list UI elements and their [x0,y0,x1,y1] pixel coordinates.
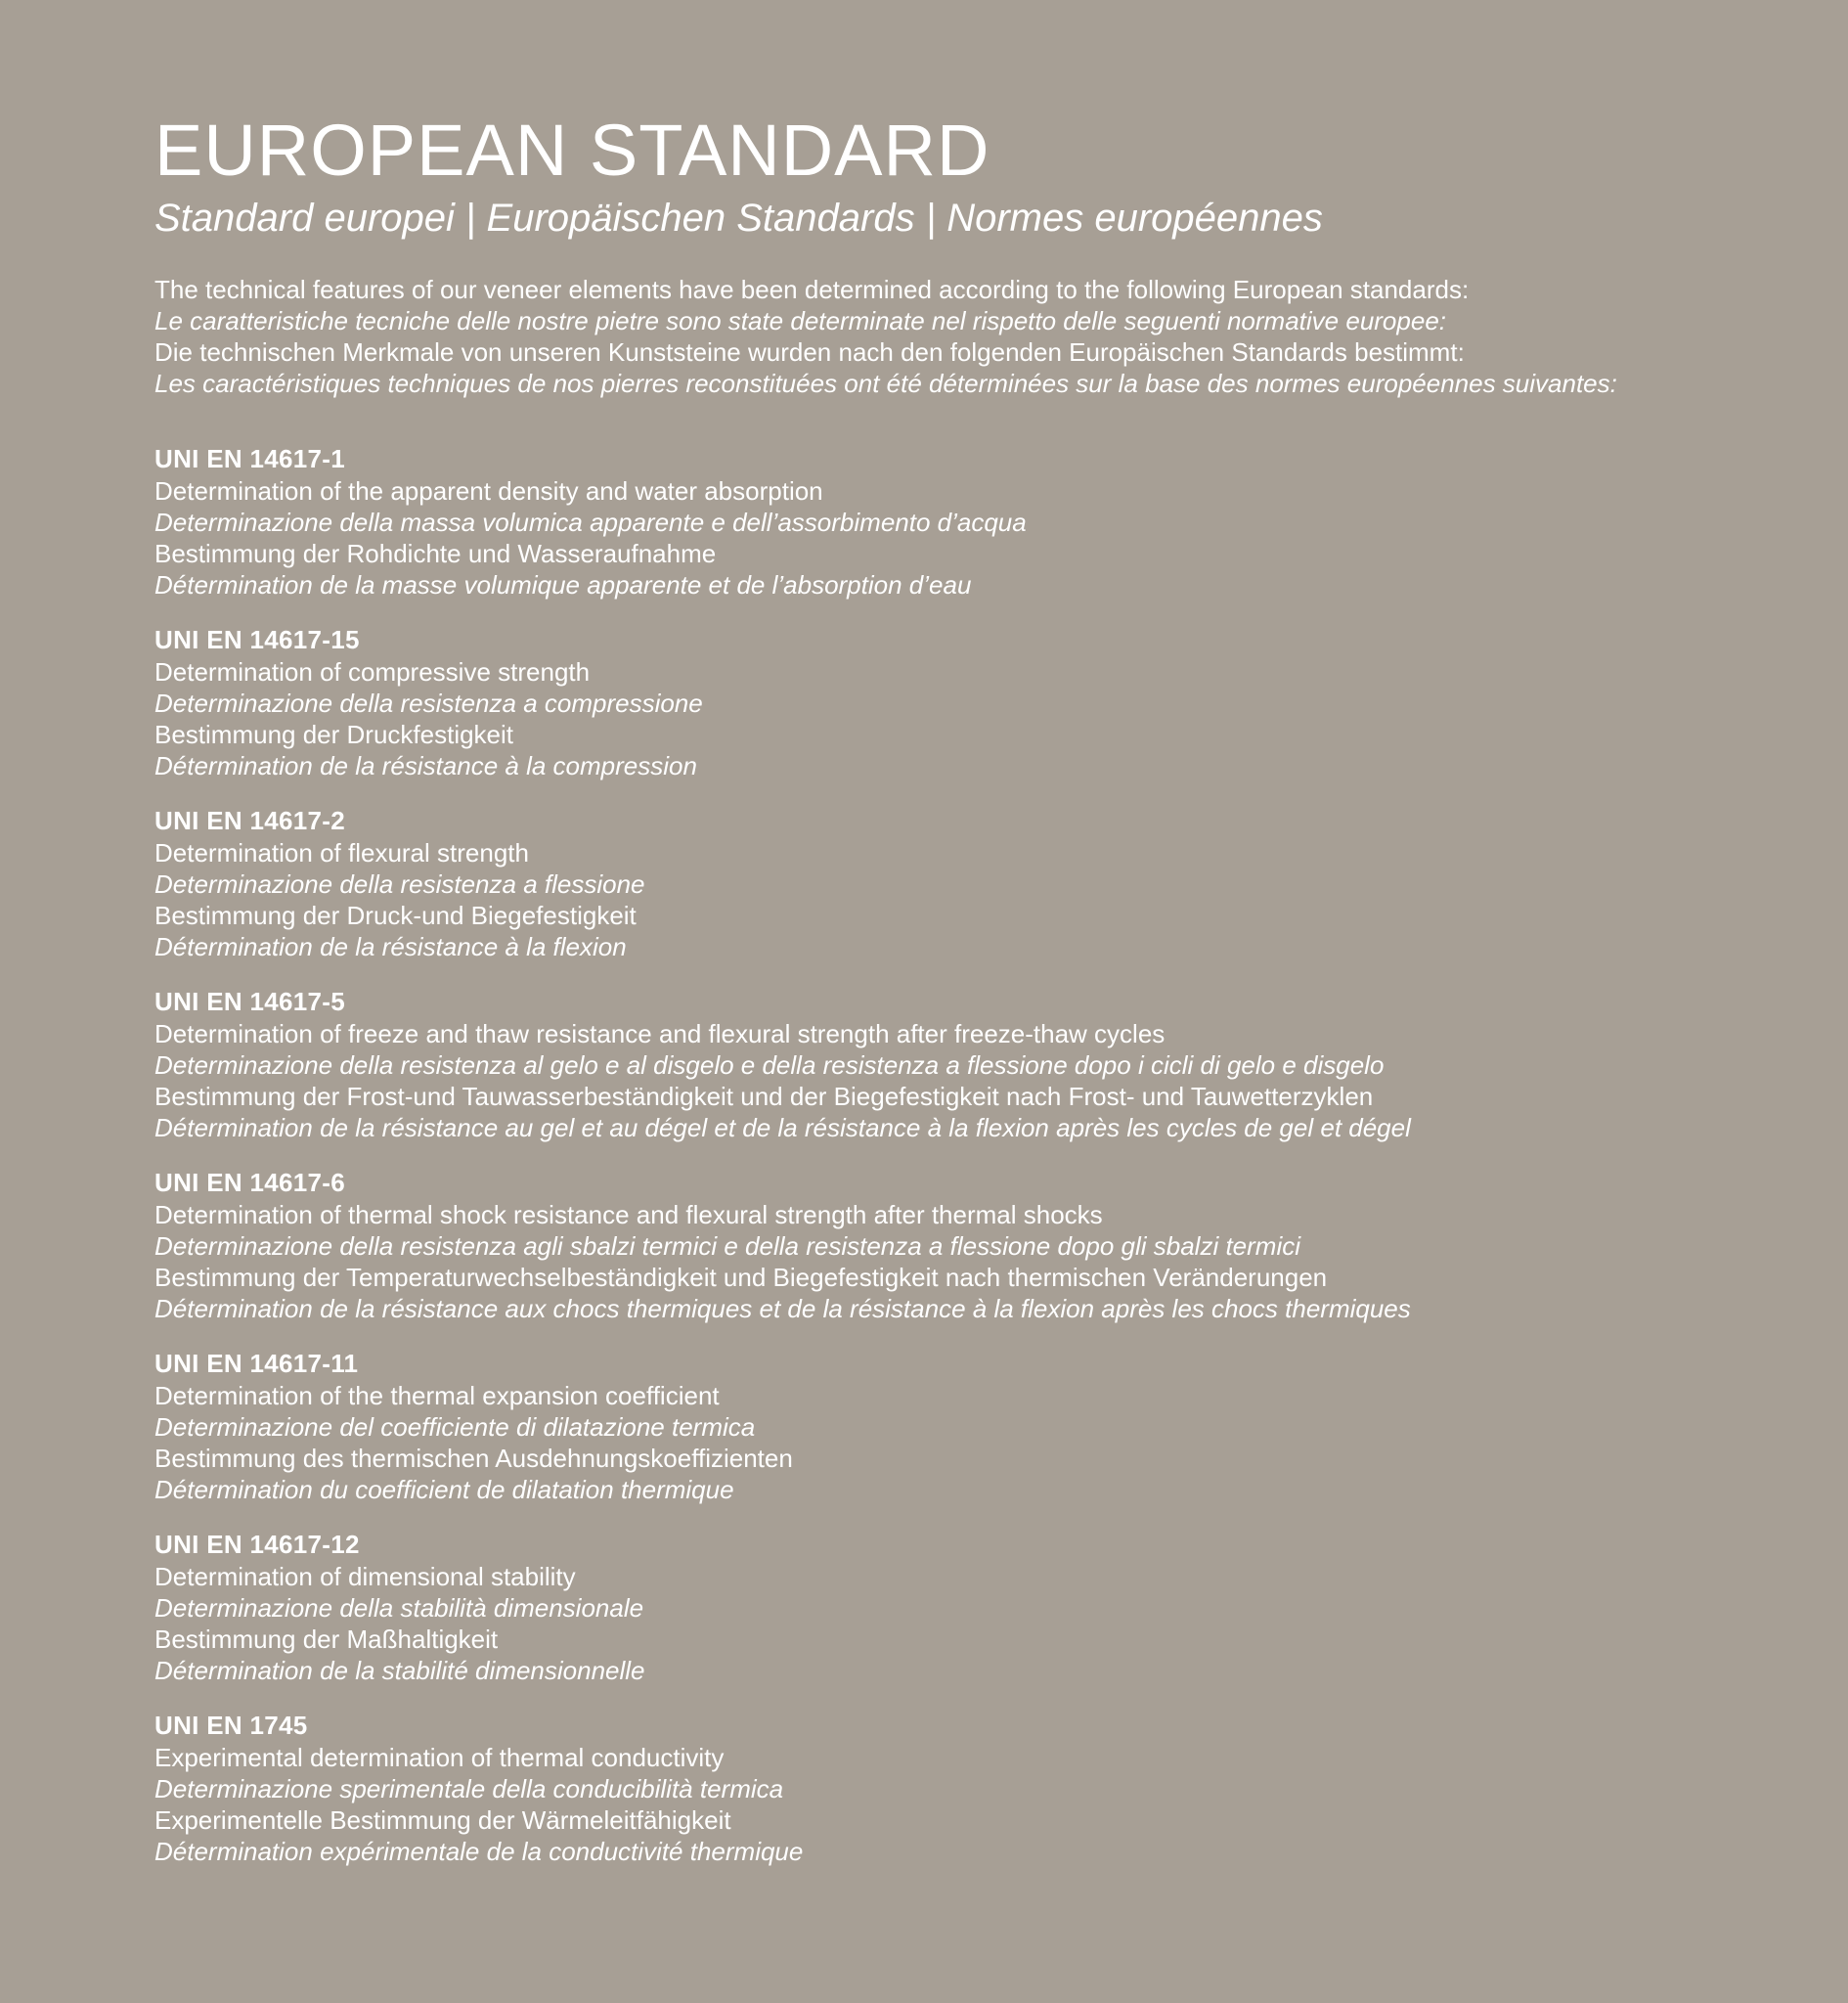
standard-item [154,985,1797,1143]
standard-german: Bestimmung der Druckfestigkeit [154,720,514,749]
standard-code: UNI EN 14617-2 [154,806,345,835]
standard-german: Bestimmung der Rohdichte und Wasseraufnahme [154,539,717,568]
standard-french: Détermination de la masse volumique apparente et de l’absorption d’eau [154,570,972,600]
standard-english: Determination of flexural strength [154,838,529,868]
page-subtitle: Standard europei | Europäischen Standards | Normes européennes [154,197,1323,240]
standard-code: UNI EN 1745 [154,1711,308,1740]
standard-code: UNI EN 14617-15 [154,625,360,654]
standard-english: Determination of dimensional stability [154,1562,576,1591]
standard-english: Determination of the apparent density and water absorption [154,476,823,506]
standard-english: Experimental determination of thermal conductivity [154,1743,725,1772]
standard-item [154,1166,1797,1324]
standard-french: Détermination de la stabilité dimensionnelle [154,1656,645,1685]
standard-code: UNI EN 14617-6 [154,1168,345,1197]
intro-english: The technical features of our veneer elements have been determined according to the following European standards: [154,275,1470,304]
standard-code: UNI EN 14617-1 [154,444,345,473]
standard-italian: Determinazione della stabilità dimensionale [154,1593,644,1623]
page-title: EUROPEAN STANDARD [154,110,990,191]
standard-item [154,442,1797,601]
intro-italian: Le caratteristiche tecniche delle nostre pietre sono state determinate nel rispetto delle seguenti normative europee: [154,306,1446,335]
intro-french: Les caractéristiques techniques de nos pierres reconstituées ont été déterminées sur la base des normes européennes suivantes: [154,369,1617,398]
intro-german: Die technischen Merkmale von unseren Kunststeine wurden nach den folgenden Europäischen Standards bestimmt: [154,337,1465,367]
standard-code: UNI EN 14617-5 [154,987,345,1016]
standard-item [154,1528,1797,1686]
standard-german: Bestimmung der Druck-und Biegefestigkeit [154,901,637,930]
standard-italian: Determinazione della resistenza agli sbalzi termici e della resistenza a flessione dopo gli sbalzi termici [154,1231,1300,1261]
standard-french: Détermination expérimentale de la conductivité thermique [154,1837,804,1866]
standard-item [154,623,1797,781]
standard-italian: Determinazione sperimentale della conducibilità termica [154,1774,784,1803]
standard-french: Détermination du coefficient de dilatation thermique [154,1475,734,1504]
standard-english: Determination of freeze and thaw resistance and flexural strength after freeze-thaw cycles [154,1019,1166,1048]
standard-french: Détermination de la résistance à la flexion [154,932,627,961]
standard-italian: Determinazione del coefficiente di dilatazione termica [154,1412,756,1442]
document-page [154,108,1797,1890]
standard-italian: Determinazione della resistenza al gelo e al disgelo e della resistenza a flessione dopo i cicli di gelo e disgelo [154,1050,1385,1080]
standard-italian: Determinazione della resistenza a compressione [154,689,703,718]
standard-french: Détermination de la résistance au gel et au dégel et de la résistance à la flexion après les cycles de gel et dégel [154,1113,1411,1142]
standard-item [154,804,1797,962]
standard-italian: Determinazione della resistenza a flessione [154,869,645,899]
standard-german: Bestimmung des thermischen Ausdehnungskoeffizienten [154,1444,793,1473]
standard-german: Bestimmung der Frost-und Tauwasserbeständigkeit und der Biegefestigkeit nach Frost- und Tauwetterzyklen [154,1082,1374,1111]
intro-block [154,274,1797,399]
standard-code: UNI EN 14617-11 [154,1349,359,1378]
standard-code: UNI EN 14617-12 [154,1530,360,1559]
standard-italian: Determinazione della massa volumica apparente e dell’assorbimento d’acqua [154,508,1027,537]
standards-list [154,442,1797,1867]
standard-english: Determination of the thermal expansion coefficient [154,1381,720,1410]
standard-german: Experimentelle Bestimmung der Wärmeleitfähigkeit [154,1805,731,1835]
standard-german: Bestimmung der Temperaturwechselbeständigkeit und Biegefestigkeit nach thermischen Veränderungen [154,1263,1328,1292]
standard-item [154,1709,1797,1867]
standard-english: Determination of compressive strength [154,657,591,687]
standard-french: Détermination de la résistance aux chocs thermiques et de la résistance à la flexion après les chocs thermiques [154,1294,1411,1323]
standard-french: Détermination de la résistance à la compression [154,751,697,780]
standard-item [154,1347,1797,1505]
standard-english: Determination of thermal shock resistance and flexural strength after thermal shocks [154,1200,1103,1229]
standard-german: Bestimmung der Maßhaltigkeit [154,1625,499,1654]
